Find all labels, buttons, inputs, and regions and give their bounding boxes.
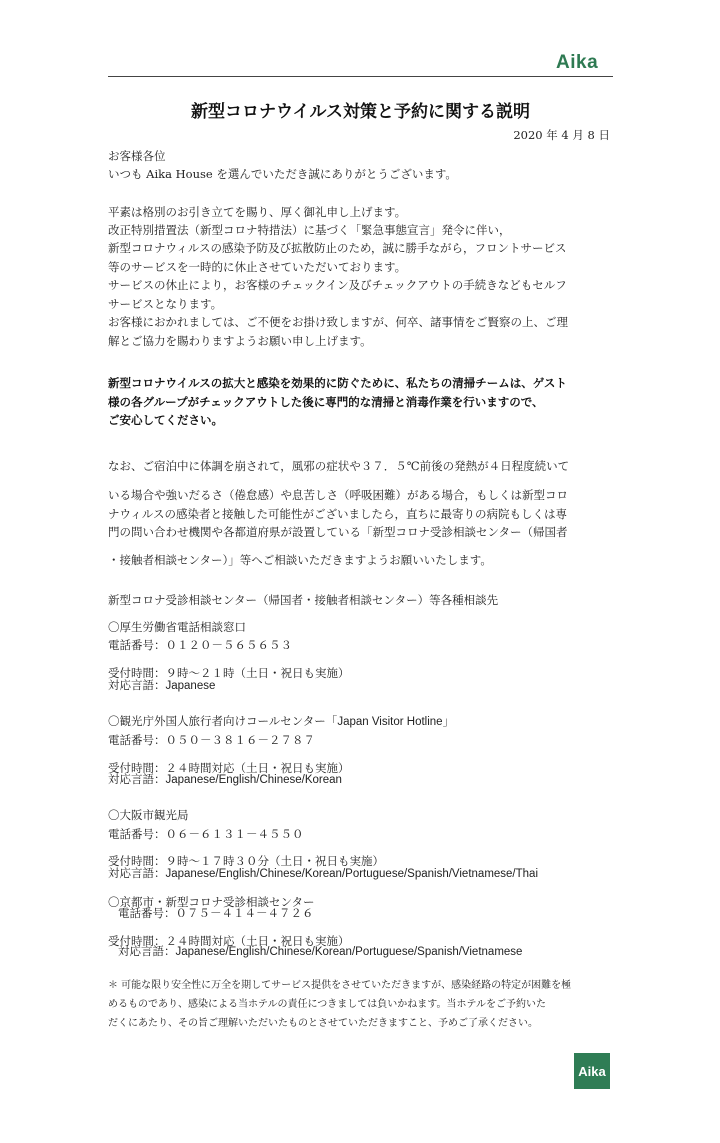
footnote-line: ＊ 可能な限り安全性に万全を期してサービス提供をさせていただきますが、感染経路の特定が困難を極 [108, 980, 572, 991]
footnote-line: めるものであり、感染による当ホテルの責任につきましては負いかねます。当ホテルをご予約いた [108, 999, 546, 1010]
contact-phone: 電話番号：０１２０－５６５６５３ [108, 638, 292, 652]
para1-line: 新型コロナウィルスの感染予防及び拡散防止のため，誠に勝手ながら，フロントサービス [108, 241, 567, 255]
para1-line: 等のサービスを一時的に休止させていただいております。 [108, 260, 407, 274]
contact-name-latin: Japan Visitor Hotline [337, 716, 443, 728]
contact-name: 〇大阪市観光局 [108, 808, 189, 822]
para3-line: なお、ご宿泊中に体調を崩されて，風邪の症状や３７．５℃前後の発熱が４日程度続いて [108, 459, 570, 473]
contact-hours: 受付時間：２４時間対応（土日・祝日も実施） [108, 761, 350, 775]
footnote-line: だくにあたり、その旨ご理解いただいたものとさせていただきますこと、予めご了承ください。 [108, 1018, 538, 1029]
footer-logo: Aika [574, 1053, 610, 1089]
para2-line: 様の各グループがチェックアウトした後に専門的な清掃と消毒作業を行いますので、 [108, 395, 544, 409]
para1-line: 改正特別措置法（新型コロナ特措法）に基づく「緊急事態宣言」発令に伴い， [108, 223, 511, 237]
para1-line: サービスとなります。 [108, 297, 223, 311]
document-date: 2020 年 4 月 8 日 [513, 128, 610, 142]
para1-line: 平素は格別のお引き立てを賜り、厚く御礼申し上げます。 [108, 205, 407, 219]
languages-value: Japanese/English/Chinese/Korean/Portuguese/Spanish/Vietnamese [175, 946, 523, 958]
contact-phone: 電話番号：０６－６１３１－４５５０ [108, 827, 304, 841]
languages-label: 対応言語： [108, 866, 166, 880]
contact-hours: 受付時間：２４時間対応（土日・祝日も実施） [108, 934, 350, 948]
languages-label: 対応言語： [108, 678, 166, 692]
contact-phone: 電話番号：０５０－３８１６－２７８７ [108, 733, 315, 747]
header-divider [108, 76, 613, 77]
greeting-line: いつも Aika House を選んでいただき誠にありがとうございます。 [108, 167, 457, 181]
para1-line: お客様におかれましては、ご不便をお掛け致しますが、何卒、諸事情をご賢察の上、ご理 [108, 315, 568, 329]
para3-line: 門の問い合わせ機関や各都道府県が設置している「新型コロナ受診相談センター（帰国者 [108, 525, 568, 539]
languages-value: Japanese/English/Chinese/Korean/Portuguese/Spanish/Vietnamese/Thai [165, 868, 539, 880]
languages-value: Japanese/English/Chinese/Korean [165, 774, 342, 786]
contact-languages [118, 942, 628, 962]
contact-languages [108, 676, 618, 696]
contact-name [108, 712, 618, 732]
contact-hours: 受付時間：９時～２１時（土日・祝日も実施） [108, 666, 350, 680]
para2-line: ご安心してください。 [108, 413, 223, 427]
para3-line: ナウィルスの感染者と接触した可能性がございましたら，直ちに最寄りの病院もしくは専 [108, 507, 567, 521]
languages-value: Japanese [165, 680, 216, 692]
para1-line: 解とご協力を賜わりますようお願い申し上げます。 [108, 334, 372, 348]
languages-label: 対応言語： [108, 772, 166, 786]
brand-logo: Aika [556, 52, 599, 73]
para3-line: いる場合や強いだるさ（倦怠感）や息苦しさ（呼吸困難）がある場合，もしくは新型コロ [108, 488, 568, 502]
contact-name-end: 」 [442, 714, 455, 728]
languages-label: 対応言語： [118, 944, 176, 958]
contact-languages [108, 770, 618, 790]
contact-name: 〇京都市・新型コロナ受診相談センター [108, 895, 315, 909]
contact-name-text: 〇観光庁外国人旅行者向けコールセンター「 [108, 714, 338, 728]
para3-line: ・接触者相談センター）」等へご相談いただきますようお願いいたします。 [108, 553, 492, 567]
contacts-heading: 新型コロナ受診相談センター（帰国者・接触者相談センター）等各種相談先 [108, 593, 499, 607]
document-title: 新型コロナウイルス対策と予約に関する説明 [191, 102, 530, 122]
para2-line: 新型コロナウイルスの拡大と感染を効果的に防ぐために、私たちの清掃チームは、ゲスト [108, 376, 567, 390]
contact-hours: 受付時間：９時～１７時３０分（土日・祝日も実施） [108, 854, 384, 868]
contact-phone: 電話番号：０７５－４１４－４７２６ [118, 906, 314, 920]
greeting-line: お客様各位 [108, 149, 166, 163]
contact-name: 〇厚生労働省電話相談窓口 [108, 620, 246, 634]
contact-languages [108, 864, 618, 884]
para1-line: サービスの休止により，お客様のチェックイン及びチェックアウトの手続きなどもセルフ [108, 278, 567, 292]
